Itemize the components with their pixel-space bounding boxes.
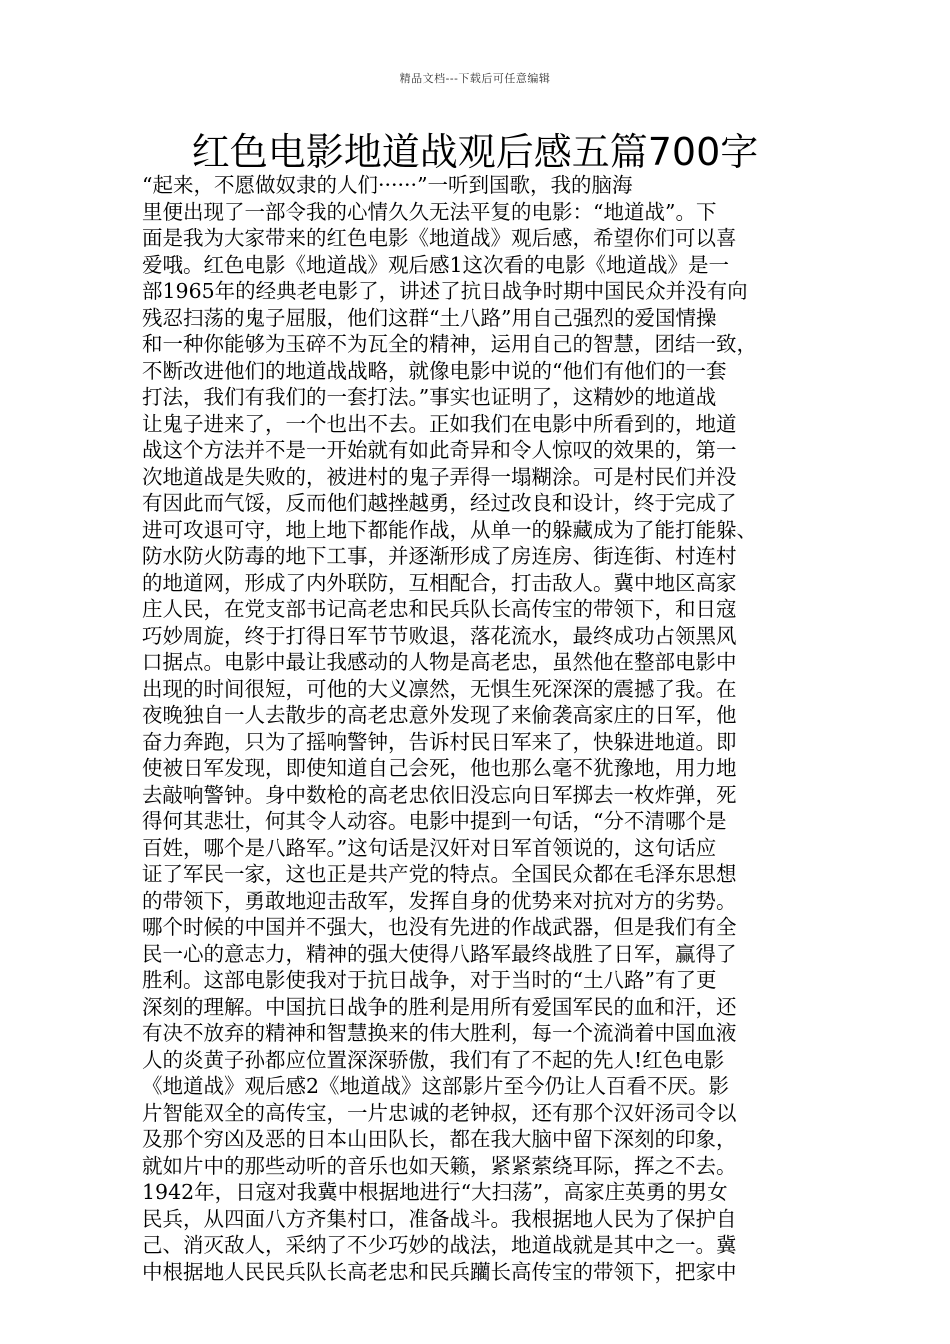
text-line: 的带领下，勇敢地迎击敌军，发挥自身的优势来对抗对方的劣势。 (142, 888, 737, 913)
text-line: 进可攻退可守，地上地下都能作战，从单一的躲藏成为了能打能躲、 (142, 517, 757, 542)
text-line: 的地道网，形成了内外联防，互相配合，打击敌人。冀中地区高家 (142, 570, 737, 595)
text-line: 打法，我们有我们的一套打法。”事实也证明了，这精妙的地道战 (142, 385, 717, 409)
text-line: 民兵，从四面八方齐集村口，准备战斗。我根据地人民为了保护自 (142, 1206, 737, 1231)
text-line: 让鬼子进来了，一个也出不去。正如我们在电影中所看到的，地道 (142, 411, 737, 436)
text-line: 及那个穷凶及恶的日本山田队长，都在我大脑中留下深刻的印象， (142, 1127, 737, 1151)
text-line: 不断改进他们的地道战战略，就像电影中说的“他们有他们的一套 (142, 358, 727, 383)
text-line: 里便出现了一部令我的心情久久无法平复的电影：“地道战”。下 (142, 199, 717, 224)
text-line: 己、消灭敌人，采纳了不少巧妙的战法，地道战就是其中之一。冀 (142, 1233, 737, 1257)
text-line: 民一心的意志力，精神的强大使得八路军最终战胜了日军，赢得了 (142, 941, 737, 966)
text-line: 有决不放弃的精神和智慧换来的伟大胜利，每一个流淌着中国血液 (142, 1021, 737, 1045)
text-line: 深刻的理解。中国抗日战争的胜利是用所有爱国军民的血和汗，还 (142, 994, 737, 1019)
document-title: 红色电影地道战观后感五篇700字 (191, 130, 759, 174)
text-line: 奋力奔跑，只为了摇响警钟，告诉村民日军来了，快躲进地道。即 (142, 729, 737, 754)
text-line: 得何其悲壮，何其令人动容。电影中提到一句话，“分不清哪个是 (142, 809, 727, 833)
text-line: 哪个时候的中国并不强大，也没有先进的作战武器，但是我们有全 (142, 915, 737, 939)
text-line: 1942年，日寇对我冀中根据地进行“大扫荡”，高家庄英勇的男女 (142, 1180, 728, 1204)
text-line: 有因此而气馁，反而他们越挫越勇，经过改良和设计，终于完成了 (142, 491, 737, 515)
text-line: 去敲响警钟。身中数枪的高老忠依旧没忘向日军掷去一枚炸弹，死 (142, 782, 737, 807)
text-line: 巧妙周旋，终于打得日军节节败退，落花流水，最终成功占领黑风 (142, 623, 737, 648)
text-line: 就如片中的那些动听的音乐也如天籁，紧紧萦绕耳际，挥之不去。 (142, 1153, 737, 1178)
text-line: 部1965年的经典老电影了，讲述了抗日战争时期中国民众并没有向 (142, 279, 748, 303)
text-line: 夜晚独自一人去散步的高老忠意外发现了来偷袭高家庄的日军，他 (142, 703, 737, 727)
text-line: 面是我为大家带来的红色电影《地道战》观后感，希望你们可以喜 (142, 226, 737, 250)
text-line: 战这个方法并不是一开始就有如此奇异和令人惊叹的效果的，第一 (142, 438, 737, 462)
text-line: 《地道战》观后感2《地道战》这部影片至今仍让人百看不厌。影 (142, 1074, 730, 1098)
body-text (142, 172, 832, 1285)
text-line: 证了军民一家，这也正是共产党的特点。全国民众都在毛泽东思想 (142, 862, 737, 886)
text-line: 片智能双全的高传宝，一片忠诚的老钟叔，还有那个汉奸汤司令以 (142, 1100, 737, 1125)
text-line: 庄人民，在党支部书记高老忠和民兵队长高传宝的带领下，和日寇 (142, 597, 737, 621)
text-line: 使被日军发现，即使知道自己会死，他也那么毫不犹豫地，用力地 (142, 756, 737, 780)
text-line: 残忍扫荡的鬼子屈服，他们这群“土八路”用自己强烈的爱国情操 (142, 305, 717, 330)
page-header: 精品文档---下载后可任意编辑 (399, 72, 551, 85)
text-line: 口据点。电影中最让我感动的人物是高老忠，虽然他在整部电影中 (142, 650, 737, 674)
text-line: 出现的时间很短，可他的大义凛然，无惧生死深深的震撼了我。在 (142, 676, 737, 701)
text-line: 和一种你能够为玉碎不为瓦全的精神，运用自己的智慧，团结一致， (142, 332, 757, 356)
text-line: 胜利。这部电影使我对于抗日战争，对于当时的“土八路”有了更 (142, 968, 717, 992)
text-line: 人的炎黄子孙都应位置深深骄傲，我们有了不起的先人!红色电影 (142, 1047, 725, 1072)
text-line: 百姓，哪个是八路军。”这句话是汉奸对日军首领说的，这句话应 (142, 835, 717, 860)
text-line: 中根据地人民民兵队长高老忠和民兵躪长高传宝的带领下，把家中 (142, 1259, 737, 1284)
text-line: 爱哦。红色电影《地道战》观后感1这次看的电影《地道战》是一 (142, 252, 730, 277)
text-line: 次地道战是失败的，被进村的鬼子弄得一塌糊涂。可是村民们并没 (142, 464, 737, 489)
text-line: “起来，不愿做奴隶的人们······”一听到国歌，我的脑海 (142, 173, 633, 197)
text-line: 防水防火防毒的地下工事，并逐渐形成了房连房、街连街、村连村 (142, 544, 737, 568)
